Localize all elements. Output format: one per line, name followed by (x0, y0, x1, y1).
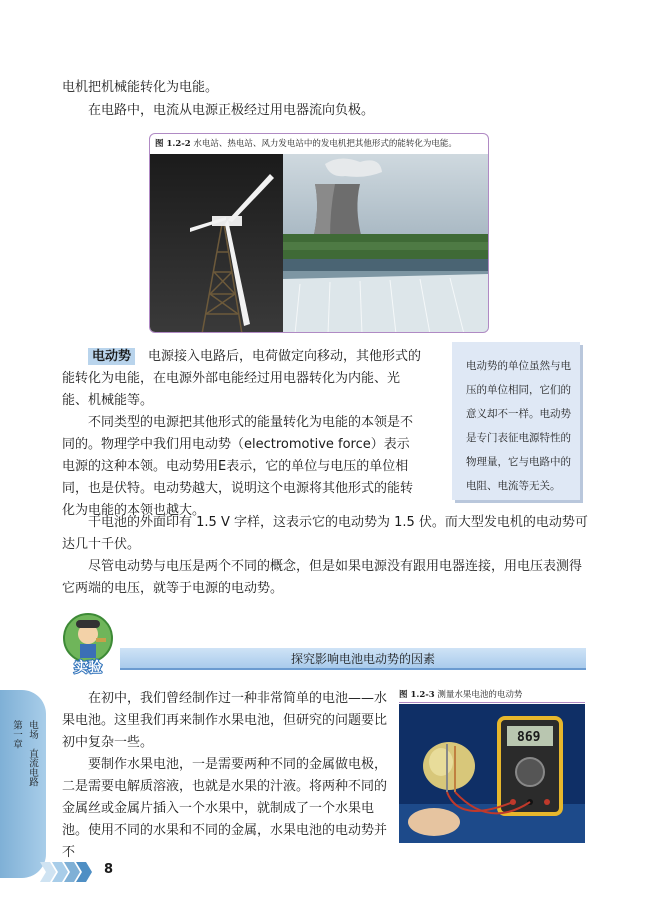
chapter-side-tab (0, 690, 46, 878)
power-stations-photo (150, 154, 489, 333)
experiment-title-bar (120, 648, 586, 670)
side-note: 电动势的单位虽然与电压的单位相同，它们的意义却不一样。电动势是专门表征电源特性的物理量，它与电路中的电阻、电流等无关。 (452, 342, 580, 500)
chapter-title (24, 720, 38, 787)
experiment-badge: 实验 (74, 660, 102, 676)
paragraph-1: 电机把机械能转化为电能。 (62, 80, 219, 95)
experiment-mascot-icon (56, 612, 130, 676)
emf-text: 电源接入电路后，电荷做定向移动，其他形式的能转化为电能，在电源外部电能经过用电器转化为内能、光能、机械能等。 (62, 349, 422, 408)
paragraph-6: 尽管电动势与电压是两个不同的概念，但是如果电源没有跟用电器连接，用电压表测得它两端的电压，就等于电源的电动势。 (62, 559, 583, 596)
fruit-battery-photo (399, 704, 585, 843)
figure-caption (150, 134, 488, 154)
paragraph-5: 干电池的外面印有 1.5 V 字样，这表示它的电动势为 1.5 伏。而大型发电机的电动势可达几十千伏。 (62, 515, 588, 552)
paragraph-9: 使用不同的水果和不同的金属，水果电池的电动势并不 (62, 823, 388, 860)
page-number: 8 (104, 862, 114, 877)
paragraph-8: 要制作水果电池，一是需要两种不同的金属做电极，二是需要电解质溶液，也就是水果的汁液。将两种不同的金属丝或金属片插入一个水果中，就制成了一个水果电池。 (62, 757, 388, 838)
figure-caption-text: 水电站、热电站、风力发电站中的发电机把其他形式的能转化为电能。 (193, 139, 457, 149)
paragraph-4: 不同类型的电源把其他形式的能量转化为电能的本领是不同的。物理学中我们用电动势（electromotive force）表示电源的这种本领。电动势用E表示，它的单位与电压的单位相同，也是伏特。电动势越大，说明这个电源将其他形式的能转化为电能的本领也越大。 (62, 415, 414, 518)
figure-power-stations (149, 133, 489, 333)
figure2-caption-text: 测量水果电池的电动势 (437, 690, 523, 700)
paragraph-emf (62, 346, 422, 412)
figure-fruit-battery (399, 687, 585, 843)
figure2-caption (399, 687, 585, 703)
experiment-title: 探究影响电池电动势的因素 (290, 652, 435, 666)
meter-display: 869 (517, 730, 541, 745)
figure-number: 图 1.2-2 (155, 139, 191, 149)
paragraph-2: 在电路中，电流从电源正极经过用电器流向负极。 (88, 103, 375, 118)
paragraph-7: 在初中，我们曾经制作过一种非常简单的电池——水果电池。这里我们再来制作水果电池，但研究的问题要比初中复杂一些。 (62, 691, 388, 750)
term-emf: 电动势 (88, 348, 135, 365)
chapter-title-1: 电场 (27, 720, 38, 739)
figure2-number: 图 1.2-3 (399, 690, 435, 700)
chapter-title-2: 直流电路 (27, 748, 38, 787)
chapter-label: 第一章 (11, 720, 22, 749)
page-arrow-icon (40, 860, 100, 884)
